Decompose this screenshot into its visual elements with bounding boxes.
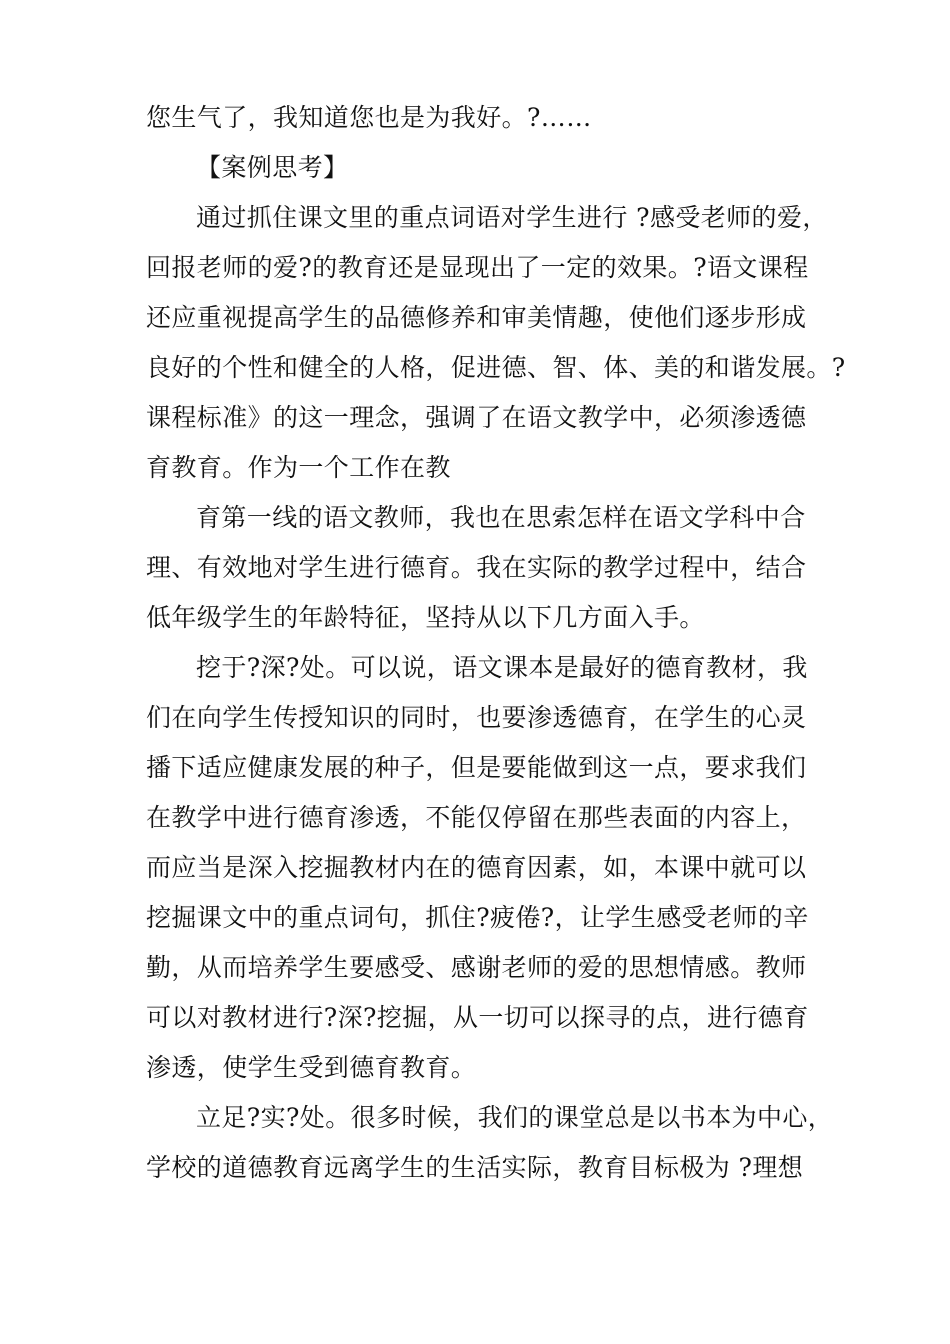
text-line: 良好的个性和健全的人格，促进德、智、体、美的和谐发展。? — [146, 353, 846, 382]
text-line: 挖掘课文中的重点词句，抓住?疲倦?，让学生感受老师的辛 — [146, 903, 809, 932]
text-line: 还应重视提高学生的品德修养和审美情趣，使他们逐步形成 — [146, 303, 807, 332]
text-line: 课程标准》的这一理念，强调了在语文教学中，必须渗透德 — [146, 403, 807, 432]
text-line: 理、有效地对学生进行德育。我在实际的教学过程中，结合 — [146, 553, 807, 582]
text-line: 而应当是深入挖掘教材内在的德育因素，如，本课中就可以 — [146, 853, 807, 882]
text-line: 回报老师的爱?的教育还是显现出了一定的效果。?语文课程 — [146, 253, 809, 282]
text-line: 育教育。作为一个工作在教 — [146, 453, 451, 482]
text-line: 们在向学生传授知识的同时，也要渗透德育，在学生的心灵 — [146, 703, 807, 732]
text-line: 通过抓住课文里的重点词语对学生进行 ?感受老师的爱， — [196, 203, 828, 232]
text-line: 在教学中进行德育渗透，不能仅停留在那些表面的内容上， — [146, 803, 807, 832]
text-line: 低年级学生的年龄特征，坚持从以下几方面入手。 — [146, 603, 705, 632]
text-line: 您生气了，我知道您也是为我好。?…… — [146, 103, 592, 132]
text-line: 育第一线的语文教师，我也在思索怎样在语文学科中合 — [196, 503, 806, 532]
text-line: 可以对教材进行?深?挖掘，从一切可以探寻的点，进行德育 — [146, 1003, 809, 1032]
section-heading: 【案例思考】 — [196, 153, 349, 182]
text-line: 学校的道德教育远离学生的生活实际，教育目标极为 ?理想 — [146, 1153, 804, 1182]
text-line: 立足?实?处。很多时候，我们的课堂总是以书本为中心， — [196, 1103, 834, 1132]
text-line: 渗透，使学生受到德育教育。 — [146, 1053, 477, 1082]
text-line: 勤，从而培养学生要感受、感谢老师的爱的思想情感。教师 — [146, 953, 807, 982]
text-line: 挖于?深?处。可以说，语文课本是最好的德育教材，我 — [196, 653, 808, 682]
text-line: 播下适应健康发展的种子，但是要能做到这一点，要求我们 — [146, 753, 807, 782]
